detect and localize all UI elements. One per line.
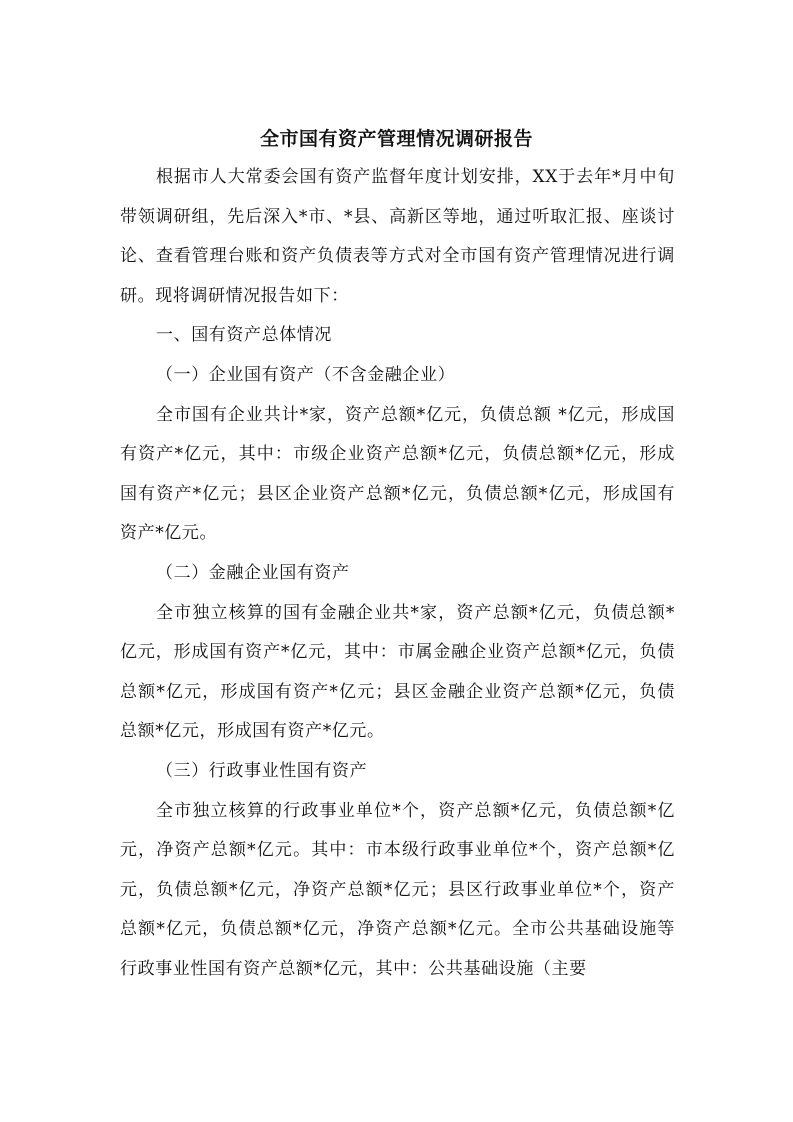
subsection-heading-enterprise: （一）企业国有资产（不含金融企业） <box>156 364 456 385</box>
section-heading-overall: 一、国有资产总体情况 <box>156 325 332 346</box>
subsection-heading-financial: （二）金融企业国有资产 <box>156 562 350 583</box>
document-title: 全市国有资产管理情况调研报告 <box>259 128 533 150</box>
financial-paragraph: 全市独立核算的国有金融企业共*家，资产总额*亿元，负债总额*亿元，形成国有资产*亿元，其中：市属金融企业资产总额*亿元，负债总额*亿元，形成国有资产*亿元；县区金融企业资产总额*亿元，负债总额*亿元，形成国有资产*亿元。 <box>120 602 675 742</box>
administrative-paragraph: 全市独立核算的行政事业单位*个，资产总额*亿元，负债总额*亿元，净资产总额*亿元。其中：市本级行政事业单位*个，资产总额*亿元，负债总额*亿元，净资产总额*亿元；县区行政事业单位*个，资产总额*亿元，负债总额*亿元，净资产总额*亿元。全市公共基础设施等行政事业性国有资产总额*亿元，其中：公共基础设施（主要 <box>120 800 675 979</box>
subsection-heading-administrative: （三）行政事业性国有资产 <box>156 760 368 781</box>
enterprise-paragraph: 全市国有企业共计*家，资产总额*亿元，负债总额 *亿元，形成国有资产*亿元，其中：市级企业资产总额*亿元，负债总额*亿元，形成国有资产*亿元；县区企业资产总额*亿元，负债总额*亿元，形成国有资产*亿元。 <box>120 404 675 544</box>
intro-paragraph: 根据市人大常委会国有资产监督年度计划安排，XX于去年*月中旬带领调研组，先后深入*市、*县、高新区等地，通过听取汇报、座谈讨论、查看管理台账和资产负债表等方式对全市国有资产管理情况进行调研。现将调研情况报告如下： <box>120 167 675 306</box>
document-body <box>120 158 675 989</box>
